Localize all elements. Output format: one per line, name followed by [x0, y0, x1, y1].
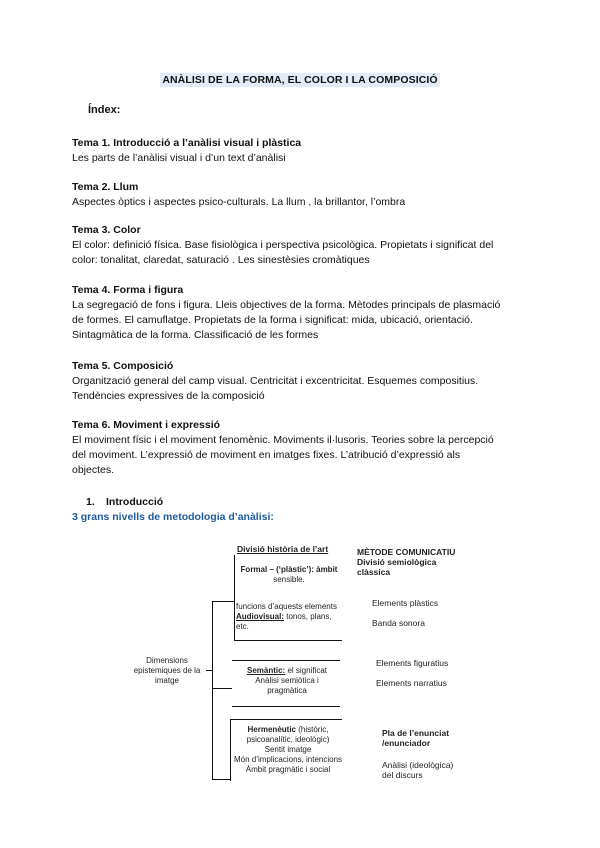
section-title: Introducció: [106, 496, 164, 508]
diagram-right-header: MÈTODE COMUNICATIU Divisió semiològica clàssica: [357, 547, 456, 577]
section-number: 1.: [86, 496, 95, 508]
tema-heading: Tema 1. Introducció a l’anàlisi visual i plàstica: [72, 137, 302, 149]
box-border: [230, 719, 342, 720]
semantic-text: Semàntic: el significat Anàlisi semiòtica i pragmàtica: [246, 666, 328, 695]
diagram-left-header: Divisió història de l’art: [237, 544, 329, 554]
tema-text: Les parts de l’anàlisi visual i d’un text d’anàlisi: [72, 152, 286, 164]
box-border: [234, 555, 235, 641]
ideological-analysis: Anàlisi (ideològica) del discurs: [382, 760, 454, 780]
hermeneutic-text: Hermenèutic (històric, psicoanalític, ideològic) Sentit imatge Món d’implicacions, intencions Àmbit pragmàtic i social: [233, 725, 343, 774]
plastic-items: Elements plàstics Banda sonora: [372, 598, 439, 628]
tema-text: del moviment. L’expressió de moviment en imatges fixes. L’atribució d’expressió als: [72, 449, 461, 461]
tema-text: La segregació de fons i figura. Lleis objectives de la forma. Mètodes principals de plasmació: [72, 299, 501, 311]
tema-text: color: tonalitat, claredat, saturació . Les sinestèsies cromàtiques: [72, 254, 370, 266]
tema-text: Organització general del camp visual. Centricitat i excentricitat. Esquemes compositius.: [72, 375, 479, 387]
audiovisual-text: funcions d’aquests elements Audiovisual: tonos, plans, etc.: [236, 602, 337, 631]
tema-text: Sintagmàtica de la forma. Classificació de les formes: [72, 329, 319, 341]
tema-heading: Tema 6. Moviment i expressió: [72, 419, 221, 431]
tema-heading: Tema 3. Color: [72, 224, 141, 236]
formal-text: Formal – (‘plàstic’): àmbit sensible.: [240, 565, 338, 584]
tema-text: de formes. El camuflatge. Propietats de la forma i significat: mida, ubicació, orientació.: [72, 314, 473, 326]
box-border: [232, 660, 340, 661]
enunciation-plan: Pla de l’enunciat /enunciador: [382, 728, 450, 748]
figurative-items: Elements figuratius Elements narratius: [376, 658, 449, 688]
tema-text: El moviment físic i el moviment fenomènic. Moviments il·lusoris. Teories sobre la percepció: [72, 434, 494, 446]
tema-heading: Tema 4. Forma i figura: [72, 284, 184, 296]
tema-heading: Tema 2. Llum: [72, 181, 139, 193]
tema-text: El color: definició física. Base fisiològica i perspectiva psicològica. Propietats i significat del: [72, 239, 494, 251]
connector: [212, 601, 234, 602]
connector: [212, 779, 230, 780]
index-label: Índex:: [88, 104, 121, 116]
tema-text: Tendències expressives de la composició: [72, 390, 265, 402]
subheading: 3 grans nivells de metodologia d’anàlisi:: [72, 511, 274, 523]
box-border: [232, 706, 340, 707]
box-border: [234, 640, 342, 641]
tema-heading: Tema 5. Composició: [72, 360, 174, 372]
connector-vertical: [212, 601, 213, 779]
box-border: [230, 719, 231, 781]
tema-text: objectes.: [72, 464, 115, 476]
connector: [212, 688, 232, 689]
tema-text: Aspectes òptics i aspectes psico-culturals. La llum , la brillantor, l’ombra: [72, 196, 406, 208]
document-title: ANÀLISI DE LA FORMA, EL COLOR I LA COMPOSICIÓ: [162, 74, 438, 86]
diagram-root: Dimensions epistemiques de la imatge: [133, 656, 201, 685]
